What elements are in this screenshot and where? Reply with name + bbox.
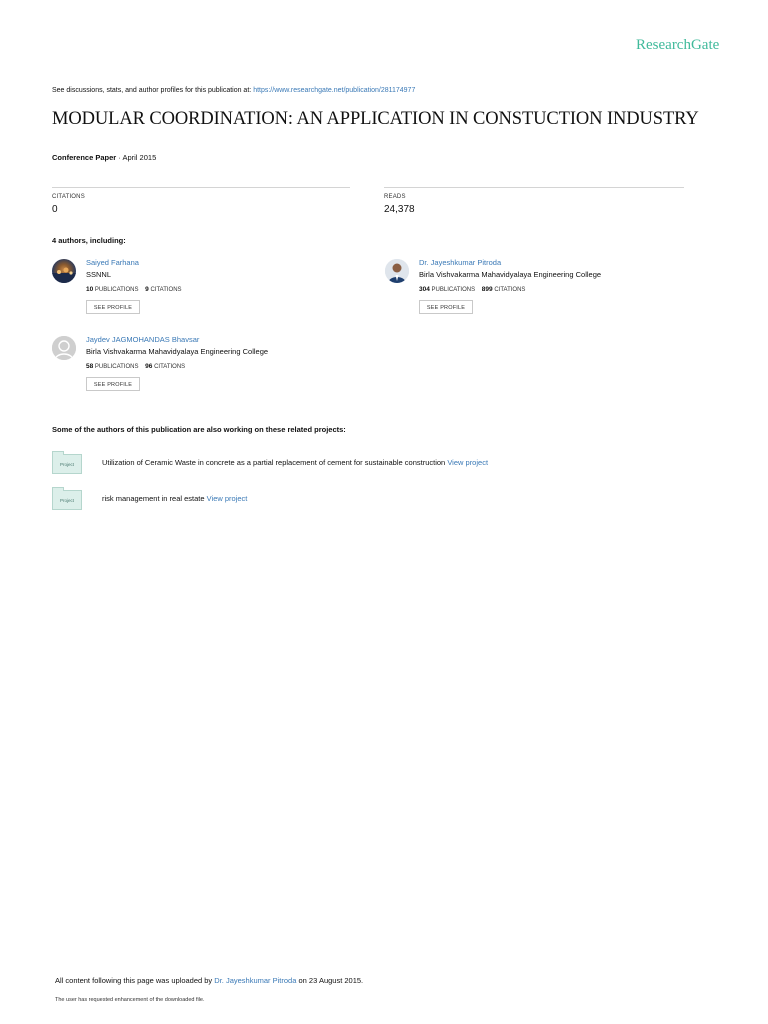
- project-folder-icon: [52, 490, 82, 510]
- author-card: [385, 259, 685, 329]
- citations-count: 899: [481, 286, 493, 293]
- publications-label: PUBLICATIONS: [431, 287, 476, 293]
- author-name[interactable]: Saiyed Farhana: [86, 258, 139, 267]
- upload-suffix: on 23 August 2015.: [298, 976, 364, 985]
- avatar-photo-icon: [385, 259, 409, 283]
- upload-prefix: All content following this page was uploaded by: [55, 976, 213, 985]
- author-institution: Birla Vishvakarma Mahavidyalaya Engineering College: [419, 270, 602, 279]
- publications-label: PUBLICATIONS: [94, 287, 139, 293]
- avatar[interactable]: [52, 259, 76, 283]
- enhancement-note: The user has requested enhancement of the downloaded file.: [55, 997, 205, 1003]
- upload-notice: [55, 976, 363, 985]
- author-card: [52, 336, 352, 406]
- reads-label: READS: [384, 194, 406, 200]
- view-project-link[interactable]: View project: [447, 458, 489, 467]
- avatar[interactable]: [52, 336, 76, 360]
- author-stats: [86, 286, 182, 293]
- publication-url-link[interactable]: https://www.researchgate.net/publication/281174977: [253, 87, 416, 94]
- author-card: [52, 259, 352, 329]
- citations-count: 96: [145, 363, 153, 370]
- see-profile-button[interactable]: SEE PROFILE: [86, 300, 140, 314]
- publications-count: 10: [86, 286, 94, 293]
- projects-heading: Some of the authors of this publication are also working on these related projects:: [52, 425, 346, 434]
- paper-type: Conference Paper: [52, 153, 117, 162]
- discussions-line: [52, 87, 415, 94]
- see-profile-button[interactable]: SEE PROFILE: [86, 377, 140, 391]
- citations-divider: [52, 187, 350, 188]
- reads-divider: [384, 187, 684, 188]
- project-item: [52, 490, 552, 512]
- uploader-link[interactable]: Dr. Jayeshkumar Pitroda: [214, 976, 297, 985]
- project-icon-label: Project: [59, 498, 74, 503]
- discussions-prefix: See discussions, stats, and author profiles for this publication at:: [52, 87, 252, 94]
- citations-count: 9: [145, 286, 149, 293]
- paper-date: April 2015: [122, 153, 157, 162]
- citations-label: CITATIONS: [150, 287, 182, 293]
- view-project-link[interactable]: View project: [206, 494, 248, 503]
- avatar-photo-icon: [52, 259, 76, 283]
- researchgate-logo[interactable]: ResearchGate: [636, 37, 720, 53]
- citations-label: CITATIONS: [494, 287, 526, 293]
- project-title: Utilization of Ceramic Waste in concrete as a partial replacement of cement for sustainable construction: [102, 458, 446, 467]
- citations-label: CITATIONS: [52, 194, 85, 200]
- project-folder-icon: [52, 454, 82, 474]
- meta-separator: ·: [118, 153, 123, 162]
- reads-value: 24,378: [384, 204, 415, 215]
- author-name[interactable]: Jaydev JAGMOHANDAS Bhavsar: [86, 335, 200, 344]
- project-text: [102, 458, 488, 467]
- author-stats: [86, 363, 185, 370]
- author-stats: [419, 286, 525, 293]
- publications-count: 304: [419, 286, 430, 293]
- author-institution: Birla Vishvakarma Mahavidyalaya Engineering College: [86, 347, 269, 356]
- project-title: risk management in real estate: [102, 494, 205, 503]
- default-avatar-icon: [52, 336, 76, 360]
- author-name[interactable]: Dr. Jayeshkumar Pitroda: [419, 258, 502, 267]
- publications-count: 58: [86, 363, 94, 370]
- project-item: [52, 454, 552, 476]
- paper-meta: [52, 153, 156, 162]
- paper-title: MODULAR COORDINATION: AN APPLICATION IN CONSTUCTION INDUSTRY: [52, 109, 699, 129]
- project-text: [102, 494, 247, 503]
- author-institution: SSNNL: [86, 270, 112, 279]
- see-profile-button[interactable]: SEE PROFILE: [419, 300, 473, 314]
- project-icon-label: Project: [59, 462, 74, 467]
- authors-heading: 4 authors, including:: [52, 236, 126, 245]
- citations-value: 0: [52, 204, 58, 215]
- avatar[interactable]: [385, 259, 409, 283]
- citations-label: CITATIONS: [154, 364, 186, 370]
- publications-label: PUBLICATIONS: [94, 364, 139, 370]
